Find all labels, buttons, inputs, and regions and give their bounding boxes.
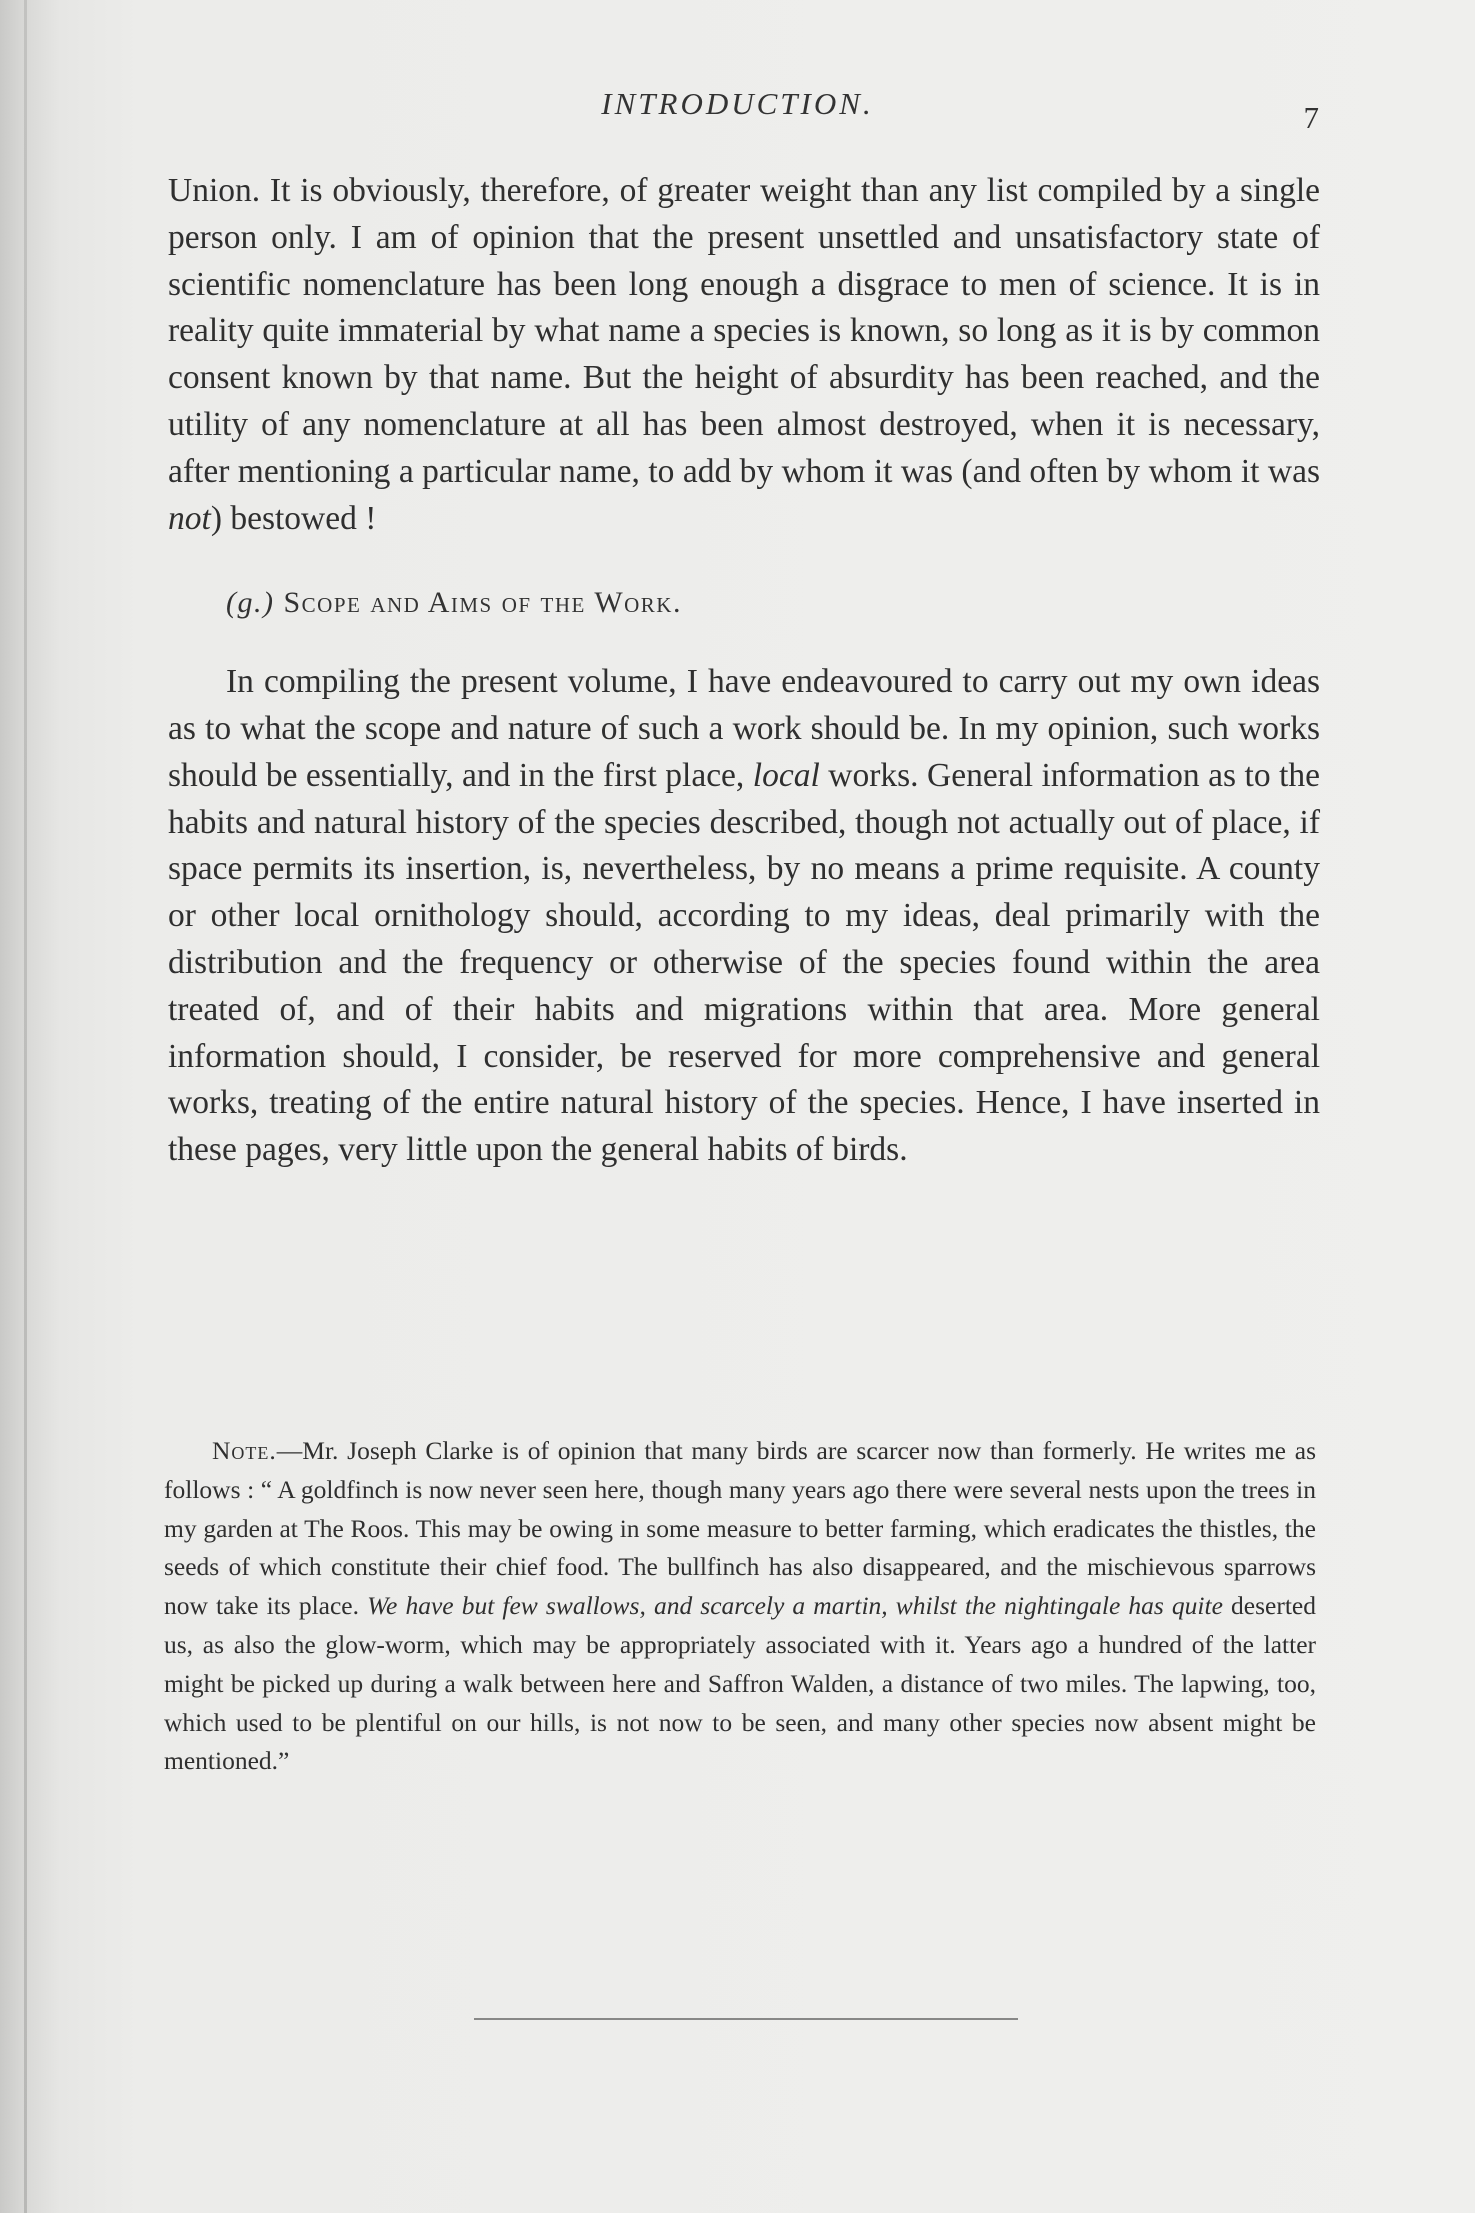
paragraph-1-italic: not xyxy=(168,499,211,537)
paragraph-1-end: ) bestowed ! xyxy=(210,499,377,537)
paragraph-2-end: works. General information as to the habits and natural history of the species described, though not actually out of place, if space permits its insertion, is, nevertheless, by no means a prime requisite. A county or other local ornithology should, according to my ideas, deal primarily with the distribution and the frequency or otherwise of the species found within the area treated of, and of their habits and migrations within that area. More general information should, I consider, be reserved for more comprehensive and general works, treating of the entire natural history of the species. Hence, I have inserted in these pages, very little upon the general habits of birds. xyxy=(168,756,1320,1169)
note-end: deserted us, as also the glow-worm, which may be appropriately associated with it. Years ago a hundred of the latter might be picked up during a walk between here and Saffron Walden, a distance of two miles. The lapwing, too, which used to be plentiful on our hills, is not now to be seen, and many other species now absent might be mentioned.” xyxy=(164,1591,1316,1776)
note-italic: We have but few swallows, and scarcely a martin, whilst the nightingale has quite xyxy=(367,1591,1223,1621)
paragraph-2 xyxy=(168,659,1320,1174)
paragraph-2-italic: local xyxy=(752,756,820,794)
paragraph-2-text: In compiling the present volume, I have endeavoured to carry out my own ideas as to what the scope and nature of such a work should be. In my opinion, such works should be essentially, and in the first place, xyxy=(168,663,1320,794)
main-text xyxy=(168,168,1320,1174)
footnote xyxy=(164,1432,1316,1781)
running-head: INTRODUCTION. xyxy=(601,86,874,121)
page-gutter xyxy=(24,0,27,2213)
paragraph-1 xyxy=(168,168,1320,542)
page-header xyxy=(0,78,1475,138)
note-text: —Mr. Joseph Clarke is of opinion that many birds are scarcer now than formerly. He writes me as follows : “ A goldfinch is now never seen here, though many years ago there were several nests upon the trees in my garden at The Roos. This may be owing in some measure to better farming, which eradicates the thistles, the seeds of which constitute their chief food. The bullfinch has also disappeared, and the mischievous sparrows now take its place. xyxy=(164,1436,1316,1621)
section-rule xyxy=(474,2018,1018,2020)
note-label: Note. xyxy=(212,1436,277,1465)
page-number: 7 xyxy=(1303,100,1319,135)
section-number: (g.) xyxy=(226,586,275,620)
note-paragraph xyxy=(164,1432,1316,1781)
section-title: Scope and Aims of the Work. xyxy=(283,586,682,620)
section-heading xyxy=(226,580,1320,627)
paragraph-1-text: Union. It is obviously, therefore, of greater weight than any list compiled by a single person only. I am of opinion that the present unsettled and unsatisfactory state of scientific nomenclature has been long enough a disgrace to men of science. It is in reality quite immaterial by what name a species is known, so long as it is by common consent known by that name. But the height of absurdity has been reached, and the utility of any nomenclature at all has been almost destroyed, when it is necessary, after mentioning a particular name, to add by whom it was (and often by whom it was xyxy=(168,172,1320,490)
